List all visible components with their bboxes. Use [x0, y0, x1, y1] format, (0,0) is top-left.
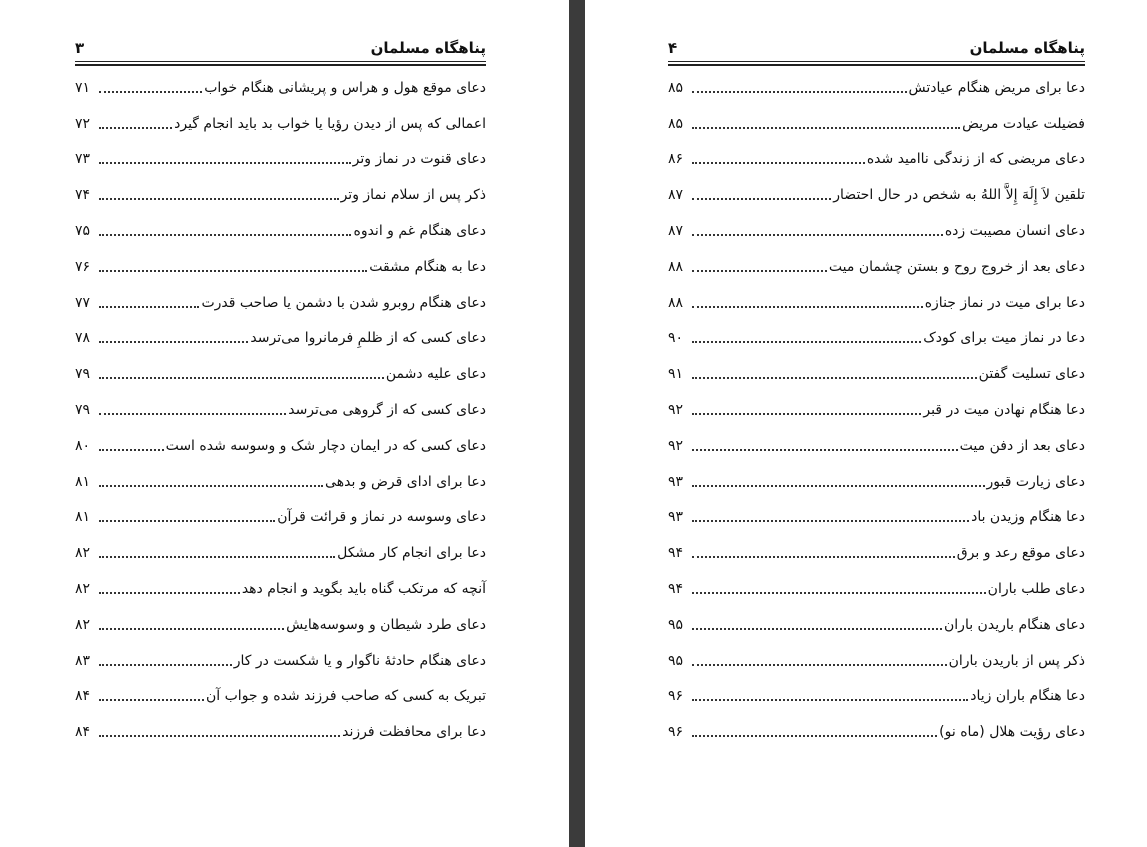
- toc-entry[interactable]: [668, 177, 1085, 213]
- toc-page-number: ۸۴: [75, 724, 91, 741]
- toc-entry[interactable]: [668, 643, 1085, 679]
- page-gutter: [569, 0, 585, 847]
- toc-entry[interactable]: [668, 679, 1085, 715]
- toc-list: [75, 70, 486, 750]
- dot-leader: [692, 413, 921, 415]
- toc-entry-title: دعای هنگام روبرو شدن با دشمن یا صاحب قدرت: [201, 294, 486, 311]
- dot-leader: [692, 306, 923, 308]
- toc-entry-title: دعا هنگام وزیدن باد: [971, 509, 1085, 526]
- page-number: ۳: [75, 39, 85, 57]
- toc-entry-title: دعای کسی که از ظلمِ فرمانروا می‌ترسد: [250, 330, 486, 347]
- toc-entry[interactable]: [668, 428, 1085, 464]
- toc-entry[interactable]: [668, 535, 1085, 571]
- page-header: [668, 36, 1085, 60]
- dot-leader: [99, 341, 248, 343]
- dot-leader: [692, 699, 968, 701]
- toc-page-number: ۷۴: [75, 187, 91, 204]
- toc-page-number: ۸۷: [668, 223, 684, 240]
- toc-page-number: ۹۰: [668, 330, 684, 347]
- toc-entry[interactable]: [75, 607, 486, 643]
- toc-entry[interactable]: [75, 321, 486, 357]
- toc-entry[interactable]: [75, 679, 486, 715]
- toc-entry-title: دعا به هنگام مشقت: [369, 258, 486, 275]
- toc-page-number: ۹۴: [668, 545, 684, 562]
- toc-page-number: ۸۲: [75, 581, 91, 598]
- toc-entry-title: اعمالی که پس از دیدن رؤیا یا خواب بد باید انجام گیرد: [174, 115, 486, 132]
- toc-entry-title: دعای طرد شیطان و وسوسه‌هایش: [286, 616, 486, 633]
- header-rule: [668, 61, 1085, 62]
- toc-page-number: ۷۹: [75, 366, 91, 383]
- toc-page-number: ۹۳: [668, 509, 684, 526]
- dot-leader: [692, 377, 977, 379]
- toc-page-number: ۸۳: [75, 652, 91, 669]
- dot-leader: [692, 162, 865, 164]
- toc-page-number: ۹۴: [668, 581, 684, 598]
- toc-entry[interactable]: [668, 607, 1085, 643]
- dot-leader: [692, 449, 958, 451]
- toc-entry[interactable]: [668, 285, 1085, 321]
- toc-entry-title: دعای قنوت در نماز وتر: [352, 151, 486, 168]
- toc-entry[interactable]: [75, 571, 486, 607]
- toc-page-number: ۷۷: [75, 294, 91, 311]
- toc-entry-title: دعای رؤیت هلال (ماه نو): [939, 724, 1085, 741]
- toc-entry-title: دعای کسی که از گروهی می‌ترسد: [288, 402, 486, 419]
- toc-entry[interactable]: [668, 571, 1085, 607]
- dot-leader: [692, 556, 955, 558]
- page-number: ۴: [668, 39, 678, 57]
- toc-entry-title: دعای مریضی که از زندگی ناامید شده: [866, 151, 1085, 168]
- toc-entry[interactable]: [668, 213, 1085, 249]
- dot-leader: [99, 449, 164, 451]
- toc-page-number: ۷۱: [75, 79, 91, 96]
- book-title: پناهگاه مسلمان: [969, 39, 1085, 57]
- left-page: [0, 0, 569, 847]
- toc-entry[interactable]: [668, 356, 1085, 392]
- toc-page-number: ۹۳: [668, 473, 684, 490]
- toc-entry-title: دعای علیه دشمن: [385, 366, 486, 383]
- toc-entry-title: تبریک به کسی که صاحب فرزند شده و جواب آن: [206, 688, 486, 705]
- toc-entry-title: دعا برای ادای قرض و بدهی: [325, 473, 486, 490]
- toc-entry[interactable]: [75, 428, 486, 464]
- header-rule-thick: [75, 64, 486, 66]
- dot-leader: [99, 485, 323, 487]
- toc-entry-title: دعای وسوسه در نماز و قرائت قرآن: [277, 509, 486, 526]
- toc-page-number: ۸۶: [668, 151, 684, 168]
- dot-leader: [99, 413, 286, 415]
- toc-page-number: ۷۶: [75, 258, 91, 275]
- toc-entry-title: دعا برای مریض هنگام عیادتش: [908, 79, 1085, 96]
- toc-entry-title: دعای بعد از خروج روح و بستن چشمان میت: [828, 258, 1085, 275]
- dot-leader: [692, 664, 947, 666]
- page-header: [75, 36, 486, 60]
- toc-entry[interactable]: [668, 500, 1085, 536]
- toc-entry[interactable]: [668, 392, 1085, 428]
- toc-page-number: ۹۶: [668, 724, 684, 741]
- dot-leader: [99, 377, 384, 379]
- toc-entry-title: دعای زیارت قبور: [986, 473, 1085, 490]
- toc-entry-title: دعای انسان مصیبت زده: [944, 223, 1085, 240]
- toc-page-number: ۸۴: [75, 688, 91, 705]
- toc-entry[interactable]: [75, 106, 486, 142]
- toc-entry-title: دعای طلب باران: [987, 581, 1085, 598]
- book-title: پناهگاه مسلمان: [370, 39, 486, 57]
- dot-leader: [692, 91, 907, 93]
- toc-page-number: ۸۸: [668, 294, 684, 311]
- dot-leader: [692, 592, 986, 594]
- toc-entry[interactable]: [75, 392, 486, 428]
- toc-entry-title: دعای هنگام باریدن باران: [944, 616, 1085, 633]
- dot-leader: [99, 306, 199, 308]
- toc-page-number: ۹۵: [668, 652, 684, 669]
- toc-entry[interactable]: [668, 321, 1085, 357]
- toc-entry[interactable]: [75, 70, 486, 106]
- toc-entry[interactable]: [668, 106, 1085, 142]
- dot-leader: [99, 162, 351, 164]
- toc-entry[interactable]: [75, 213, 486, 249]
- toc-entry-title: دعا هنگام نهادن میت در قبر: [923, 402, 1085, 419]
- dot-leader: [99, 270, 367, 272]
- dot-leader: [692, 735, 937, 737]
- toc-entry[interactable]: [668, 464, 1085, 500]
- toc-entry-title: دعا برای محافظت فرزند: [342, 724, 486, 741]
- toc-page-number: ۸۵: [668, 79, 684, 96]
- toc-entry[interactable]: [75, 142, 486, 178]
- toc-entry-title: دعای موقع هول و هراس و پریشانی هنگام خواب: [204, 79, 486, 96]
- toc-entry[interactable]: [75, 249, 486, 285]
- toc-entry[interactable]: [668, 70, 1085, 106]
- dot-leader: [692, 127, 960, 129]
- toc-page-number: ۸۸: [668, 258, 684, 275]
- toc-page-number: ۸۱: [75, 509, 91, 526]
- dot-leader: [99, 664, 232, 666]
- toc-entry-title: دعای تسلیت گفتن: [978, 366, 1085, 383]
- toc-page-number: ۸۱: [75, 473, 91, 490]
- toc-page-number: ۷۵: [75, 223, 91, 240]
- toc-page-number: ۹۱: [668, 366, 684, 383]
- dot-leader: [692, 198, 831, 200]
- toc-page-number: ۷۸: [75, 330, 91, 347]
- dot-leader: [99, 628, 284, 630]
- toc-page-number: ۸۵: [668, 115, 684, 132]
- dot-leader: [692, 341, 921, 343]
- toc-entry-title: فضیلت عیادت مریض: [962, 115, 1085, 132]
- dot-leader: [99, 127, 172, 129]
- toc-entry[interactable]: [668, 249, 1085, 285]
- dot-leader: [692, 520, 969, 522]
- toc-page-number: ۹۲: [668, 437, 684, 454]
- toc-entry[interactable]: [75, 356, 486, 392]
- toc-entry-title: دعا در نماز میت برای کودک: [923, 330, 1085, 347]
- dot-leader: [99, 592, 240, 594]
- toc-list: [668, 70, 1085, 750]
- toc-entry-title: دعا برای انجام کار مشکل: [337, 545, 486, 562]
- toc-entry-title: تلقین لاَ إِلَهَ إِلاَّ اللهُ به شخص در حال احتضار: [833, 187, 1085, 204]
- toc-entry[interactable]: [75, 535, 486, 571]
- right-page: [585, 0, 1147, 847]
- toc-entry[interactable]: [75, 464, 486, 500]
- toc-entry-title: دعای هنگام غم و اندوه: [353, 223, 486, 240]
- toc-page-number: ۹۵: [668, 616, 684, 633]
- toc-entry-title: آنچه که مرتکب گناه باید بگوید و انجام دهد: [241, 581, 486, 598]
- dot-leader: [692, 270, 827, 272]
- toc-entry-title: ذکر پس از سلام نماز وتر: [340, 187, 486, 204]
- toc-page-number: ۸۲: [75, 545, 91, 562]
- toc-entry[interactable]: [75, 643, 486, 679]
- toc-entry[interactable]: [75, 285, 486, 321]
- toc-entry-title: دعای هنگام حادثهٔ ناگوار و یا شکست در کار: [233, 652, 486, 669]
- toc-page-number: ۸۷: [668, 187, 684, 204]
- toc-entry[interactable]: [668, 714, 1085, 750]
- dot-leader: [99, 735, 340, 737]
- header-rule: [75, 61, 486, 62]
- dot-leader: [99, 234, 351, 236]
- toc-entry[interactable]: [75, 177, 486, 213]
- toc-page-number: ۹۶: [668, 688, 684, 705]
- dot-leader: [99, 198, 339, 200]
- toc-page-number: ۷۳: [75, 151, 91, 168]
- dot-leader: [692, 485, 985, 487]
- toc-page-number: ۹۲: [668, 402, 684, 419]
- toc-entry-title: دعا برای میت در نماز جنازه: [924, 294, 1085, 311]
- toc-entry-title: ذکر پس از باریدن باران: [948, 652, 1085, 669]
- dot-leader: [99, 520, 275, 522]
- dot-leader: [99, 699, 204, 701]
- toc-page-number: ۸۲: [75, 616, 91, 633]
- toc-entry-title: دعای موقع رعد و برق: [956, 545, 1085, 562]
- toc-page-number: ۷۲: [75, 115, 91, 132]
- toc-entry[interactable]: [75, 714, 486, 750]
- dot-leader: [99, 556, 335, 558]
- toc-entry-title: دعا هنگام باران زیاد: [970, 688, 1085, 705]
- toc-page-number: ۸۰: [75, 437, 91, 454]
- header-rule-thick: [668, 64, 1085, 66]
- dot-leader: [692, 234, 943, 236]
- dot-leader: [99, 91, 202, 93]
- toc-entry-title: دعای کسی که در ایمان دچار شک و وسوسه شده است: [165, 437, 486, 454]
- toc-entry[interactable]: [75, 500, 486, 536]
- toc-page-number: ۷۹: [75, 402, 91, 419]
- dot-leader: [692, 628, 942, 630]
- toc-entry-title: دعای بعد از دفن میت: [959, 437, 1085, 454]
- toc-entry[interactable]: [668, 142, 1085, 178]
